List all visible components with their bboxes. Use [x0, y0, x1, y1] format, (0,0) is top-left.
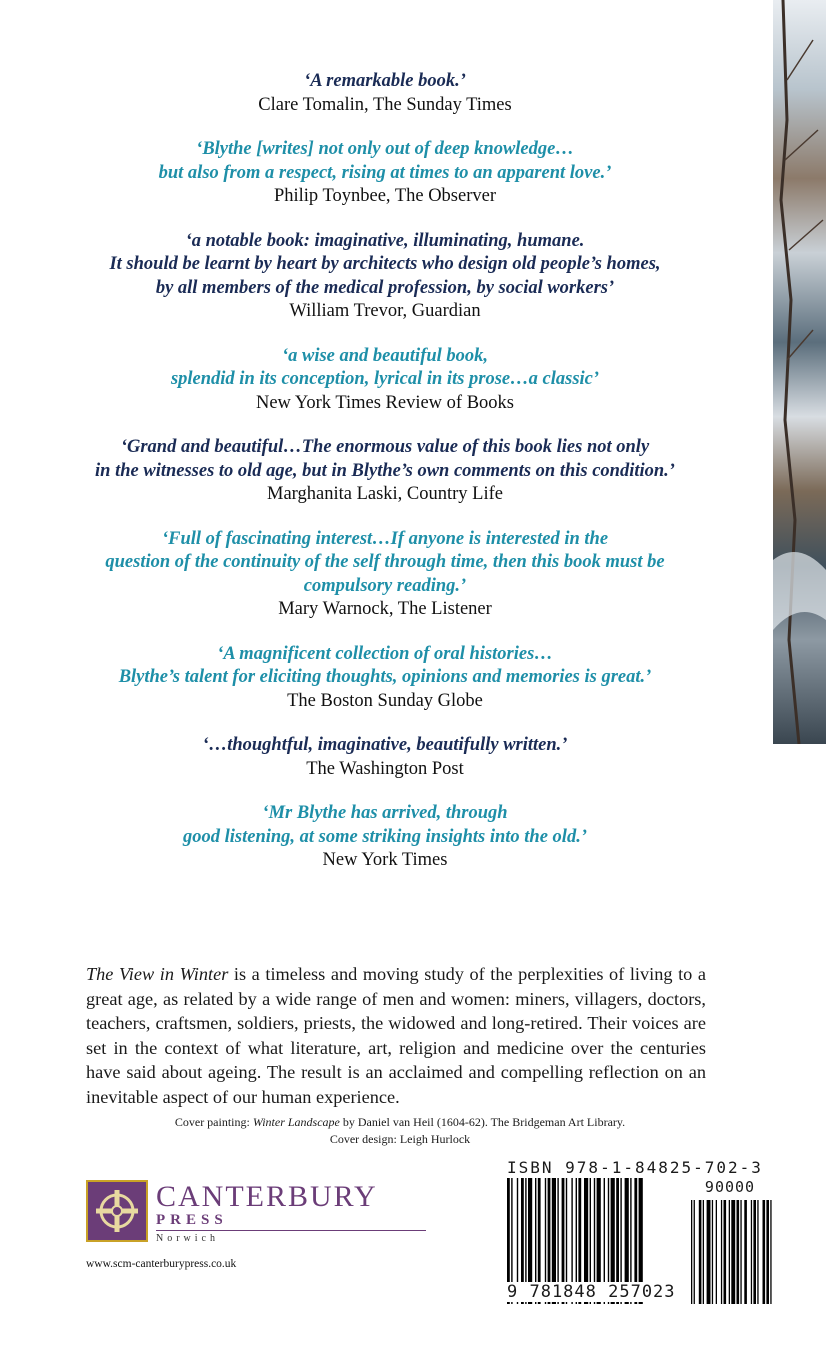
publisher-name: CANTERBURY — [156, 1180, 378, 1213]
quote-text: ‘a notable book: imaginative, illuminating, humane. — [185, 230, 585, 251]
quote-text: compulsory reading.’ — [303, 575, 467, 596]
barcode-addon-bar — [751, 1200, 752, 1304]
book-description — [86, 962, 706, 1109]
quote-text: ‘…thoughtful, imaginative, beautifully written.’ — [202, 735, 568, 755]
barcode-addon-bar — [699, 1200, 702, 1304]
quote-text: ‘a wise and beautiful book, — [281, 345, 489, 366]
quote-text: ‘Blythe [writes] not only out of deep knowledge… — [196, 139, 574, 159]
quote-text: splendid in its conception, lyrical in its prose…a classic’ — [170, 369, 600, 389]
quote-text: It should be learnt by heart by architects who design old people’s homes, — [109, 254, 661, 274]
isbn-label: ISBN 978-1-84825-702-3 — [507, 1158, 763, 1177]
logo-divider — [156, 1230, 426, 1231]
barcode-addon-bar — [721, 1200, 722, 1304]
painting-credit — [80, 1114, 720, 1131]
barcode-addon-bar — [691, 1200, 692, 1304]
barcode-addon-bar — [731, 1200, 735, 1304]
quote-source: Clare Tomalin, The Sunday Times — [258, 94, 512, 115]
quote-source: Marghanita Laski, Country Life — [267, 484, 503, 504]
quote-text: in the witnesses to old age, but in Blythe’s own comments on this condition.’ — [95, 460, 675, 481]
barcode-addon-bar — [724, 1200, 727, 1304]
quote-source: New York Times — [322, 850, 448, 870]
publisher-logo — [86, 1180, 431, 1250]
barcode-addon-bar — [757, 1200, 758, 1304]
quote-source: The Boston Sunday Globe — [287, 690, 483, 711]
barcode-addon-bar — [712, 1200, 713, 1304]
quote-7 — [40, 643, 730, 714]
barcode-addon-bar — [737, 1200, 740, 1304]
quote-text: ‘A magnificent collection of oral histories… — [217, 643, 553, 664]
quote-6 — [40, 528, 730, 622]
quote-text: ‘A remarkable book.’ — [304, 71, 466, 91]
barcode-addon-bar — [770, 1200, 771, 1304]
painting-credit-suffix: by Daniel van Heil (1604-62). The Bridgeman Art Library. — [339, 1115, 626, 1129]
quote-text: ‘Full of fascinating interest…If anyone is interested in the — [161, 528, 609, 549]
quote-text: but also from a respect, rising at times to an apparent love.’ — [158, 162, 612, 183]
publisher-city: Norwich — [156, 1233, 219, 1244]
barcode-addon-bar — [716, 1200, 717, 1304]
painting-title: Winter Landscape — [252, 1115, 340, 1129]
quote-8 — [40, 734, 730, 781]
publisher-emblem-icon — [86, 1180, 148, 1242]
quote-source: William Trevor, Guardian — [289, 301, 481, 321]
barcode-addon-bar — [707, 1200, 711, 1304]
barcode-addon-bar — [744, 1200, 747, 1304]
description-body: is a timeless and moving study of the perplexities of living to a great age, as related by a wide range of men and women: miners, villagers, doctors, teachers, craftsmen, soldiers, priests, the widowed and long-retired. Their voices are set in the context of what literature, art, religion and medicine over the centuries have said about ageing. The result is an acclaimed and compelling reflection on an inevitable aspect of our human experience. — [86, 964, 707, 1107]
quote-9 — [40, 802, 730, 873]
barcode-addon-bar — [729, 1200, 730, 1304]
quote-source: Philip Toynbee, The Observer — [273, 186, 497, 206]
barcode-addon-bar — [753, 1200, 756, 1304]
quote-text: by all members of the medical profession, by social workers’ — [155, 277, 615, 298]
painting-detail — [773, 0, 826, 744]
barcode-addon-digits: 90000 — [688, 1178, 772, 1196]
barcode-addon-bar — [766, 1200, 769, 1304]
publisher-press: PRESS — [156, 1212, 228, 1228]
quote-source: Mary Warnock, The Listener — [278, 599, 492, 619]
quote-3 — [40, 230, 730, 324]
barcode-addon-bar — [763, 1200, 766, 1304]
quote-text: Blythe’s talent for eliciting thoughts, opinions and memories is great.’ — [118, 667, 652, 687]
barcode-digits: 9 781848 257023 — [507, 1282, 676, 1302]
quote-2 — [40, 138, 730, 209]
book-title: The View in Winter — [86, 964, 229, 985]
quote-5 — [40, 436, 730, 507]
review-quotes — [40, 70, 730, 894]
barcode-addon-bar — [703, 1200, 704, 1304]
quote-text: ‘Mr Blythe has arrived, through — [262, 803, 508, 823]
design-credit: Cover design: Leigh Hurlock — [329, 1132, 471, 1146]
quote-source: The Washington Post — [306, 758, 464, 779]
painting-credit-prefix: Cover painting: — [174, 1115, 253, 1129]
quote-source: New York Times Review of Books — [255, 392, 514, 413]
quote-text: good listening, at some striking insights into the old.’ — [182, 826, 587, 847]
quote-text: question of the continuity of the self through time, then this book must be — [105, 552, 665, 572]
barcode-addon-bar — [694, 1200, 695, 1304]
cover-credits — [80, 1114, 720, 1148]
quote-1 — [40, 70, 730, 117]
quote-text: ‘Grand and beautiful…The enormous value of this book lies not only — [120, 437, 650, 457]
cover-painting-strip — [773, 0, 826, 744]
barcode-addon-bar — [740, 1200, 741, 1304]
quote-4 — [40, 345, 730, 416]
publisher-website: www.scm-canterburypress.co.uk — [86, 1258, 237, 1270]
